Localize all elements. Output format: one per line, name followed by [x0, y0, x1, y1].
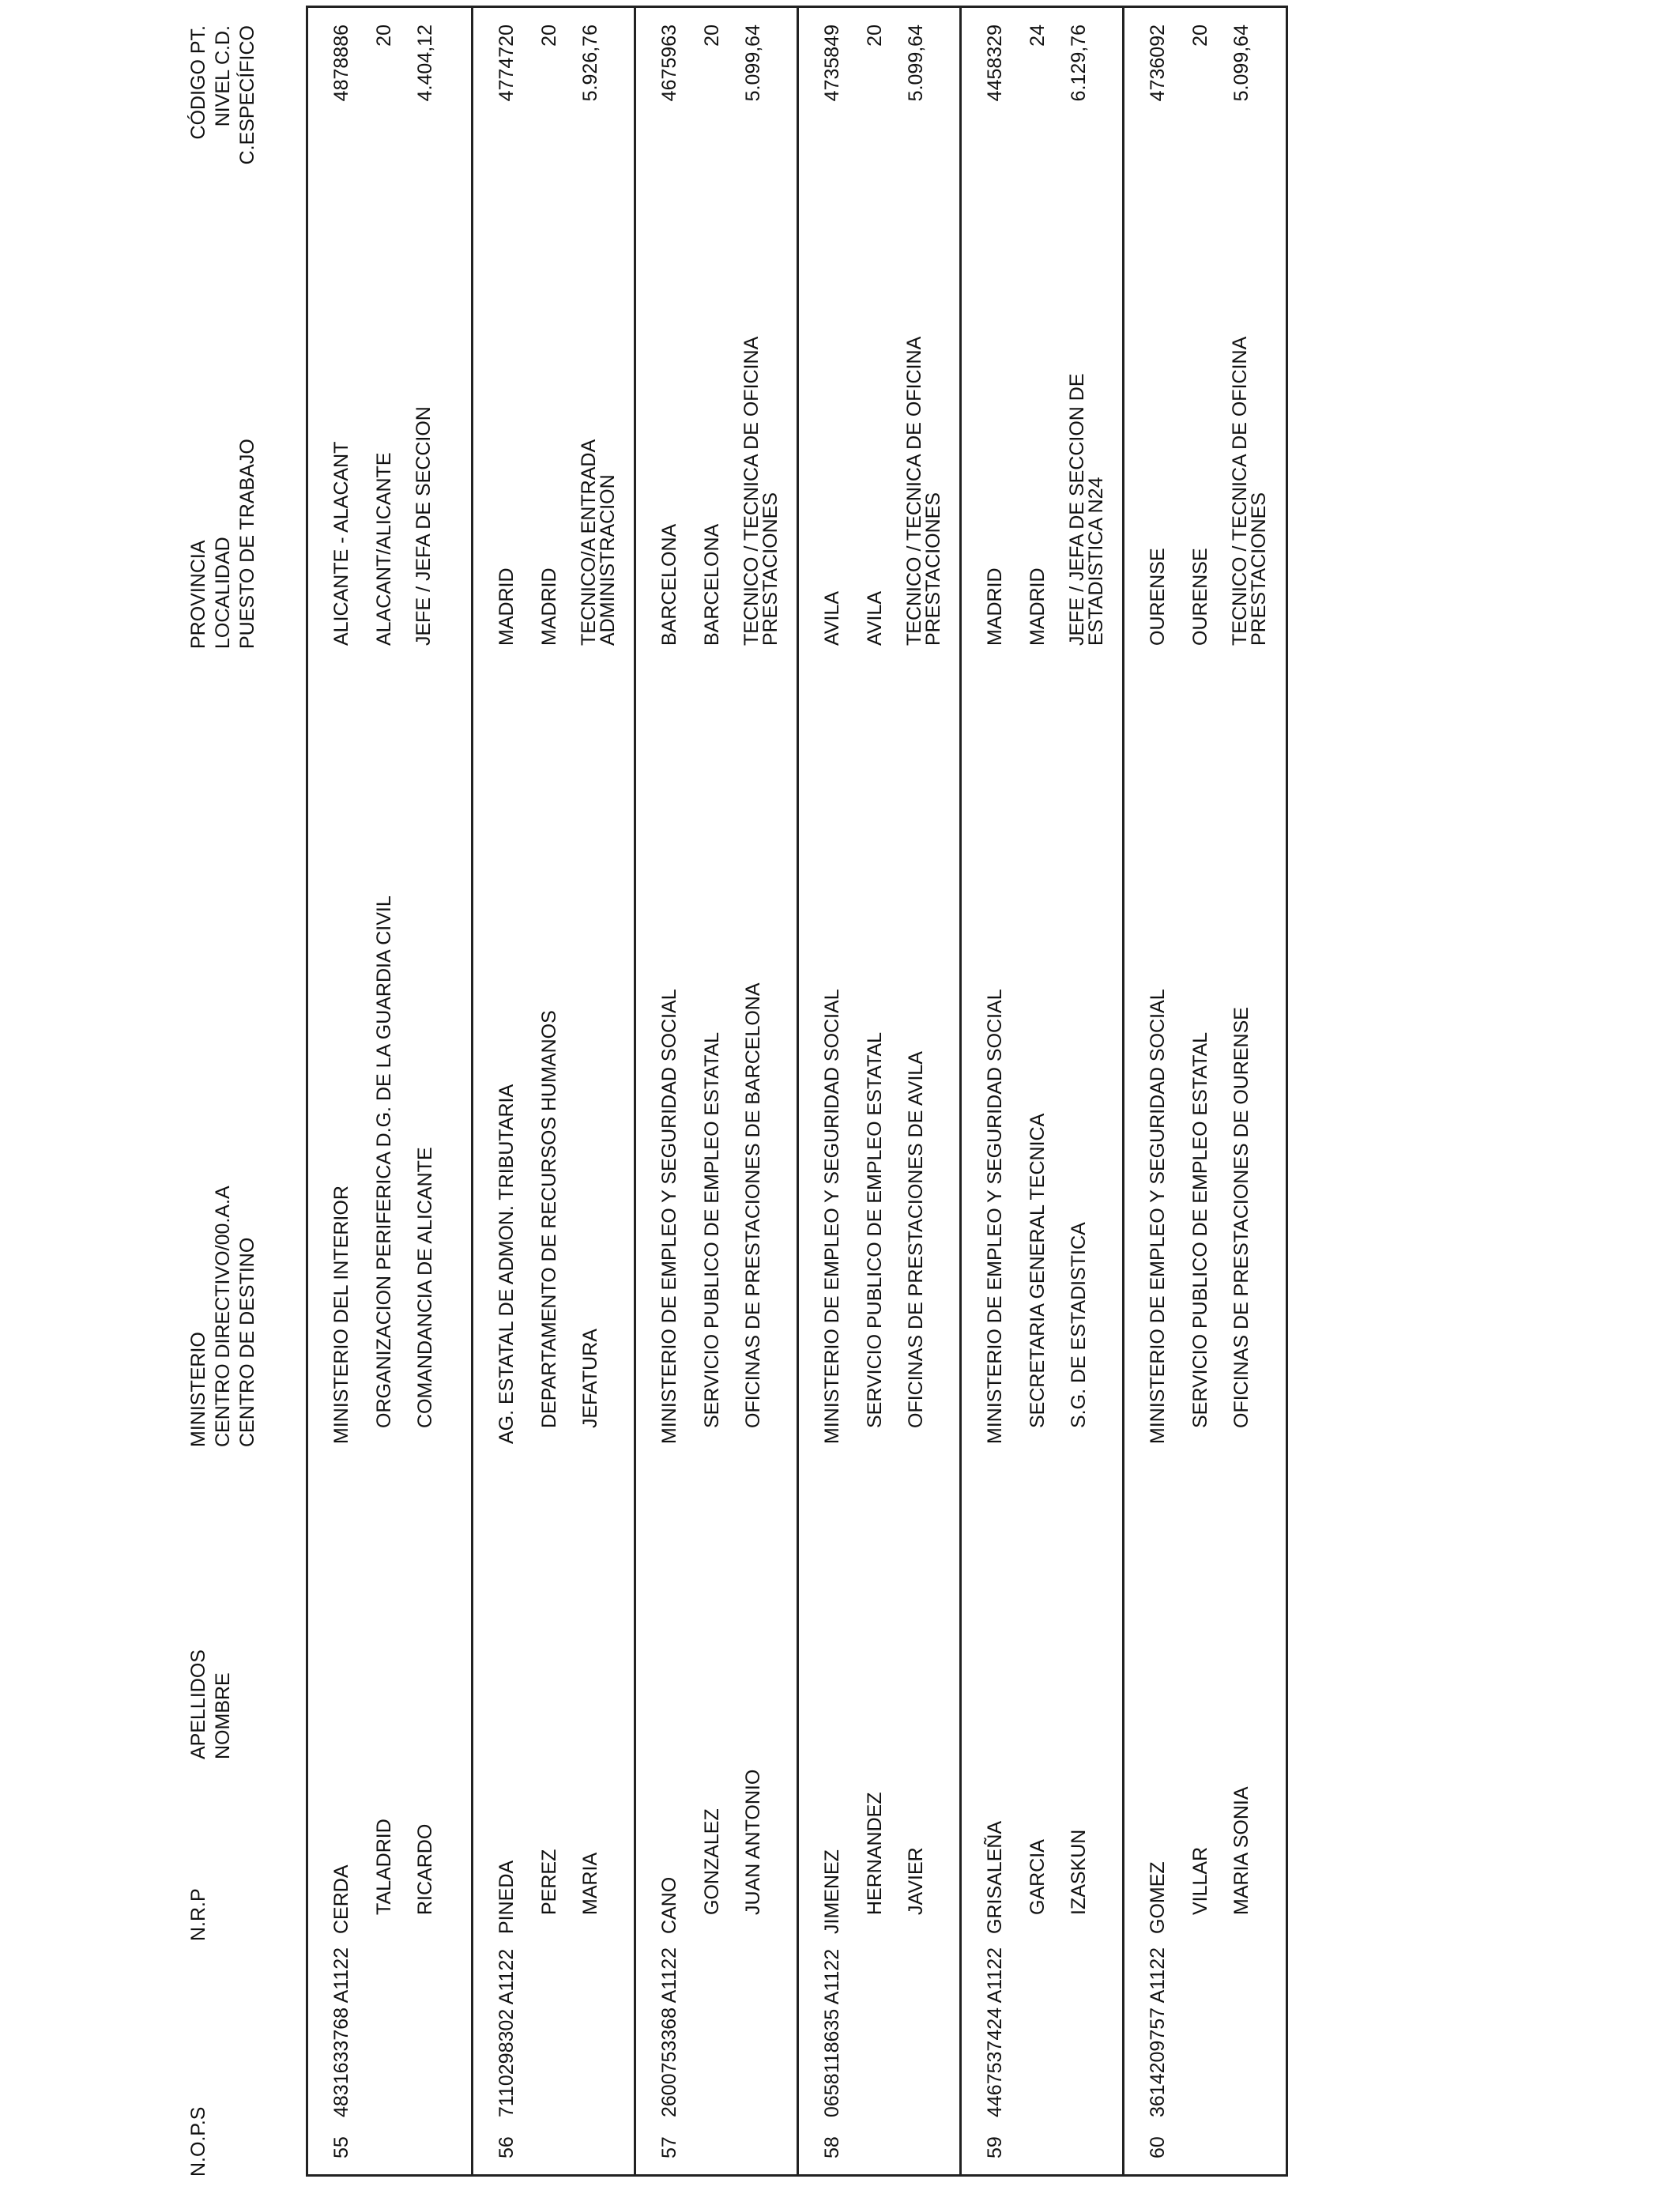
row-centro-destino: COMANDANCIA DE ALICANTE	[414, 1147, 436, 1428]
row-name: GRISALEÑA	[984, 1820, 1006, 1934]
row-nrp: 7110298302 A1122	[495, 1948, 518, 2117]
row-name: JUAN ANTONIO	[742, 1769, 764, 1915]
row-codigo: 4458329	[984, 25, 1006, 102]
row-codigo: 4735849	[821, 25, 843, 102]
row-provincia: BARCELONA	[658, 523, 680, 646]
row-centro-destino: OFICINAS DE PRESTACIONES DE OURENSE	[1230, 1007, 1252, 1428]
table-row	[471, 8, 634, 2174]
row-name: GONZALEZ	[701, 1808, 723, 1915]
header-nops: N.O.P.S	[187, 2106, 209, 2177]
row-name: JAVIER	[905, 1847, 927, 1915]
row-centro-directivo: ORGANIZACION PERIFERICA D.G. DE LA GUARDIA CIVIL	[373, 895, 395, 1428]
row-especifico: 5.099,64	[1230, 25, 1252, 102]
row-codigo: 4736092	[1147, 25, 1169, 102]
table-row	[1122, 8, 1285, 2174]
row-especifico: 6.129,76	[1068, 25, 1090, 102]
row-ministerio: MINISTERIO DE EMPLEO Y SEGURIDAD SOCIAL	[821, 989, 843, 1444]
row-name: GARCIA	[1026, 1839, 1049, 1915]
row-provincia: ALICANTE - ALACANT	[330, 441, 352, 646]
row-puesto: TECNICO / TECNICA DE OFICINA PRESTACIONES	[1229, 337, 1270, 646]
row-centro-directivo: SERVICIO PUBLICO DE EMPLEO ESTATAL	[864, 1031, 886, 1428]
row-localidad: BARCELONA	[701, 523, 723, 646]
row-name: RICARDO	[414, 1823, 436, 1915]
row-localidad: AVILA	[864, 590, 886, 646]
row-name: CERDA	[330, 1864, 352, 1934]
row-especifico: 5.099,64	[742, 25, 764, 102]
row-puesto: TECNICO/A ENTRADA ADMINISTRACION	[578, 440, 619, 646]
row-name: PINEDA	[495, 1860, 518, 1934]
header-ministerio: MINISTERIO CENTRO DIRECTIVO/00.A.A CENTRO DE DESTINO	[187, 1186, 258, 1447]
row-nrp: 0658118635 A1122	[821, 1948, 843, 2117]
table-row	[797, 8, 959, 2174]
row-name: VILLAR	[1189, 1846, 1211, 1915]
row-centro-destino: S.G. DE ESTADISTICA	[1068, 1222, 1090, 1428]
row-name: GOMEZ	[1147, 1861, 1169, 1934]
row-nivel: 20	[373, 25, 395, 47]
row-name: MARIA	[579, 1852, 601, 1915]
row-localidad: MADRID	[538, 567, 560, 646]
header-nrp: N.R.P	[187, 1888, 209, 1941]
row-name: TALADRID	[373, 1819, 395, 1915]
row-number: 60	[1147, 2136, 1169, 2158]
row-number: 58	[821, 2136, 843, 2158]
row-especifico: 4.404,12	[414, 25, 436, 102]
row-ministerio: AG. ESTATAL DE ADMON. TRIBUTARIA	[495, 1084, 518, 1444]
table-row	[308, 8, 471, 2174]
row-localidad: OURENSE	[1189, 548, 1211, 646]
row-centro-destino: OFICINAS DE PRESTACIONES DE BARCELONA	[742, 982, 764, 1428]
row-centro-directivo: SERVICIO PUBLICO DE EMPLEO ESTATAL	[701, 1031, 723, 1428]
row-name: PEREZ	[538, 1849, 560, 1915]
row-puesto: JEFE / JEFA DE SECCION	[412, 406, 435, 646]
row-especifico: 5.099,64	[905, 25, 927, 102]
header-codigo: CÓDIGO PT. NIVEL C.D. C.ESPECÍFICO	[187, 25, 258, 165]
row-provincia: MADRID	[495, 567, 518, 646]
row-name: IZASKUN	[1068, 1829, 1090, 1915]
row-centro-destino: JEFATURA	[579, 1329, 601, 1428]
row-nivel: 20	[538, 25, 560, 47]
row-codigo: 4675963	[658, 25, 680, 102]
row-number: 55	[330, 2136, 352, 2158]
row-nrp: 4831633768 A1122	[330, 1947, 352, 2117]
row-number: 59	[984, 2136, 1006, 2158]
row-number: 56	[495, 2136, 518, 2158]
row-provincia: OURENSE	[1147, 548, 1169, 646]
row-nivel: 24	[1026, 25, 1049, 47]
row-nrp: 2600753368 A1122	[658, 1947, 680, 2117]
row-nivel: 20	[1189, 25, 1211, 47]
row-number: 57	[658, 2136, 680, 2158]
row-codigo: 4878886	[330, 25, 352, 102]
row-name: MARIA SONIA	[1230, 1786, 1252, 1915]
row-name: CANO	[658, 1876, 680, 1934]
header-apellidos: APELLIDOS NOMBRE	[187, 1649, 234, 1759]
row-ministerio: MINISTERIO DE EMPLEO Y SEGURIDAD SOCIAL	[984, 989, 1006, 1444]
data-table	[306, 6, 1288, 2177]
row-puesto: TECNICO / TECNICA DE OFICINA PRESTACIONES	[903, 337, 944, 646]
table-row	[634, 8, 797, 2174]
table-row	[959, 8, 1122, 2174]
row-ministerio: MINISTERIO DE EMPLEO Y SEGURIDAD SOCIAL	[1147, 989, 1169, 1444]
row-centro-directivo: DEPARTAMENTO DE RECURSOS HUMANOS	[538, 1010, 560, 1428]
row-centro-directivo: SERVICIO PUBLICO DE EMPLEO ESTATAL	[1189, 1031, 1211, 1428]
row-ministerio: MINISTERIO DEL INTERIOR	[330, 1186, 352, 1444]
row-codigo: 4774720	[495, 25, 518, 102]
header-provincia: PROVINCIA LOCALIDAD PUESTO DE TRABAJO	[187, 439, 258, 649]
row-centro-directivo: SECRETARIA GENERAL TECNICA	[1026, 1113, 1049, 1428]
row-especifico: 5.926,76	[579, 25, 601, 102]
row-name: HERNANDEZ	[864, 1792, 886, 1915]
row-nrp: 4467537424 A1122	[984, 1947, 1006, 2117]
row-name: JIMENEZ	[821, 1849, 843, 1934]
row-puesto: JEFE / JEFA DE SECCION DE ESTADISTICA N24	[1066, 373, 1107, 646]
row-localidad: ALACANT/ALICANTE	[373, 452, 395, 646]
row-provincia: AVILA	[821, 590, 843, 646]
row-nivel: 20	[701, 25, 723, 47]
row-ministerio: MINISTERIO DE EMPLEO Y SEGURIDAD SOCIAL	[658, 989, 680, 1444]
row-provincia: MADRID	[984, 567, 1006, 646]
row-puesto: TECNICO / TECNICA DE OFICINA PRESTACIONES	[740, 337, 782, 646]
row-localidad: MADRID	[1026, 567, 1049, 646]
row-nrp: 3614209757 A1122	[1147, 1947, 1169, 2117]
row-nivel: 20	[864, 25, 886, 47]
row-centro-destino: OFICINAS DE PRESTACIONES DE AVILA	[905, 1051, 927, 1428]
